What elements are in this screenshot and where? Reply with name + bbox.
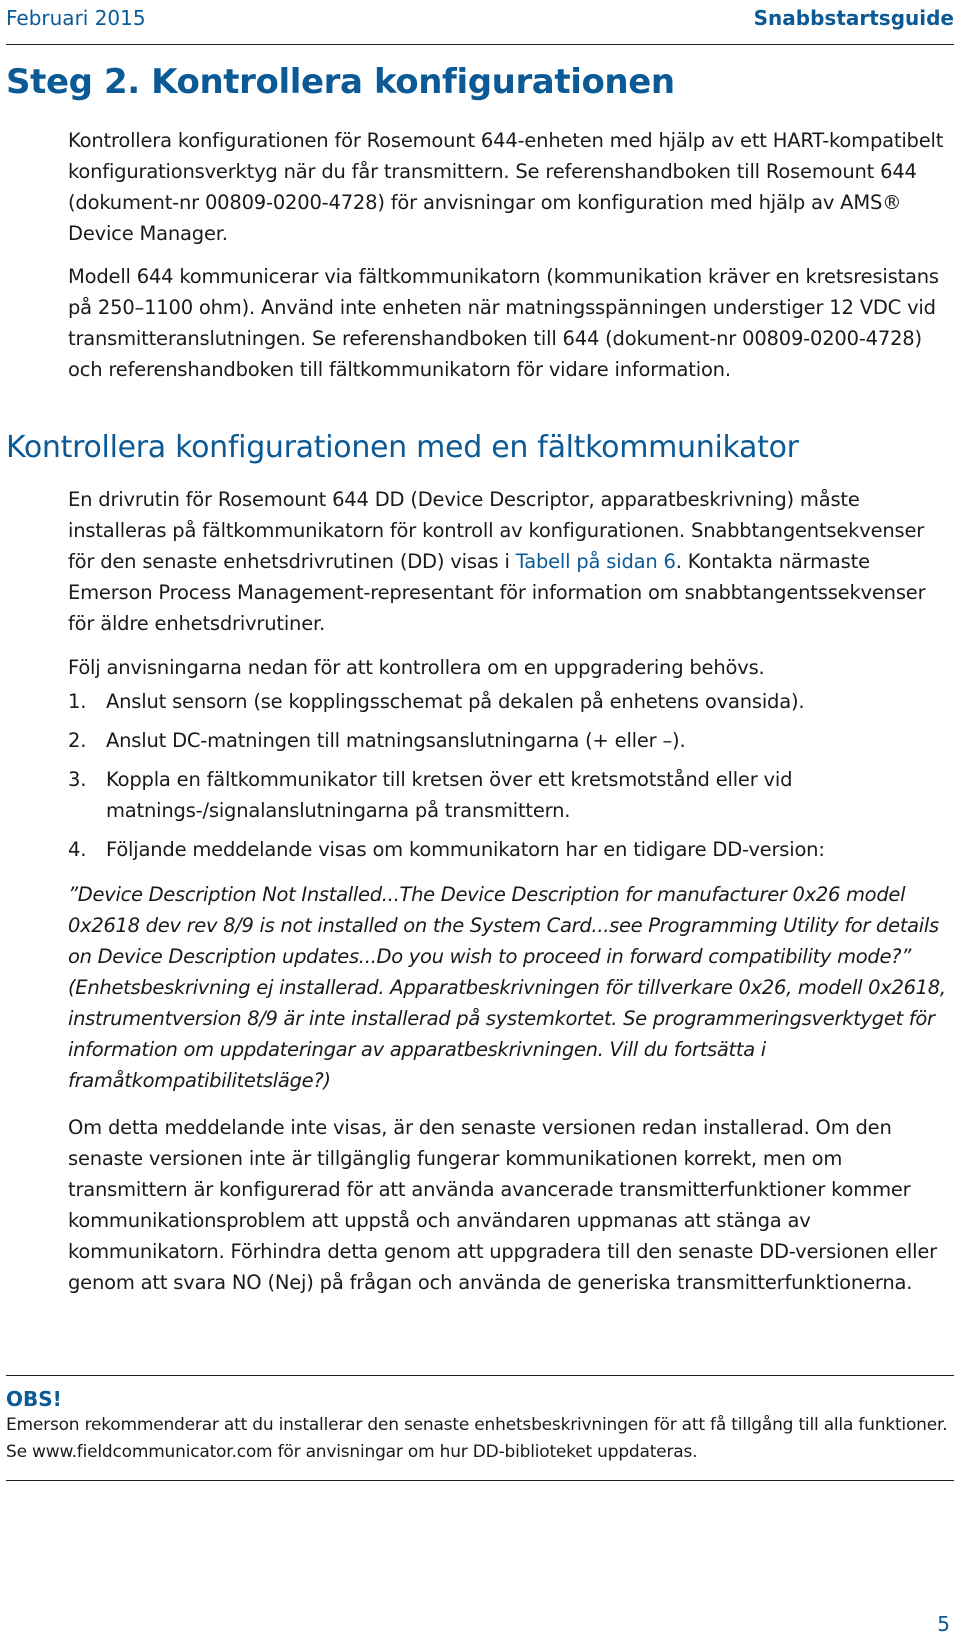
step-item	[68, 764, 948, 826]
step-number: 1.	[68, 690, 87, 713]
step-number: 4.	[68, 838, 87, 861]
page-number: 5	[937, 1612, 950, 1636]
note-title: OBS!	[6, 1387, 62, 1411]
step-text: Anslut sensorn (se kopplingsschemat på dekalen på enhetens ovansida).	[106, 690, 805, 713]
section-title: Kontrollera konfigurationen med en fältkommunikator	[6, 430, 799, 465]
step-item	[68, 686, 948, 717]
header-guide-title: Snabbstartsguide	[753, 6, 954, 30]
step-text: Anslut DC-matningen till matningsanslutningarna (+ eller –).	[106, 729, 686, 752]
step-item	[68, 725, 948, 756]
step-number: 2.	[68, 729, 87, 752]
intro-paragraph-2: Modell 644 kommunicerar via fältkommunikatorn (kommunikation kräver en kretsresistans på 250–1100 ohm). Använd inte enheten när matningsspänningen understiger 12 VDC vid transmitteranslutningen. Se referenshandboken till 644 (dokument-nr 00809-0200-4728) och referenshandboken till fältkommunikatorn för vidare information.	[68, 265, 939, 381]
section-paragraph-1-before: En drivrutin för Rosemount 644 DD (Device Descriptor, apparatbeskrivning) måste installeras på fältkommunikatorn för kontroll av konfigurationen. Snabbtangentsekvenser för den senaste enhetsdrivrutinen (DD) visas i	[68, 488, 925, 573]
step-text: Följande meddelande visas om kommunikatorn har en tidigare DD-version:	[106, 838, 825, 861]
section-paragraph-1	[68, 484, 948, 639]
note-text: Emerson rekommenderar att du installerar den senaste enhetsbeskrivningen för att få tillgång till alla funktioner. Se www.fieldcommunicator.com för anvisningar om hur DD-biblioteket uppdateras.	[6, 1415, 948, 1462]
step-item	[68, 834, 948, 865]
section-paragraph-3: Om detta meddelande inte visas, är den senaste versionen redan installerad. Om den senaste versionen inte är tillgänglig fungerar kommunikationen korrekt, men om transmittern är konfigurerad för att använda avancerade transmitterfunktioner kommer kommunikationsproblem att uppstå och användaren uppmanas att stänga av kommunikatorn. Förhindra detta genom att uppgradera till den senaste DD-versionen eller genom att svara NO (Nej) på frågan och använda de generiska transmitterfunktionerna.	[68, 1116, 937, 1294]
header-date: Februari 2015	[6, 6, 146, 30]
page-header	[6, 4, 954, 45]
step-title: Steg 2. Kontrollera konfigurationen	[6, 62, 675, 102]
section-paragraph-1-after: . Kontakta närmaste Emerson Process Management-representant för information om snabbtangentssekvenser för äldre enhetsdrivrutiner.	[68, 550, 926, 635]
steps-list	[68, 686, 948, 873]
device-message-quote: ”Device Description Not Installed...The Device Description for manufacturer 0x26 model 0x2618 dev rev 8/9 is not installed on the System Card...see Programming Utility for details on Device Description updates...Do you wish to proceed in forward compatibility mode?” (Enhetsbeskrivning ej installerad. Apparatbeskrivningen för tillverkare 0x26, modell 0x2618, instrumentversion 8/9 är inte installerad på systemkortet. Se programmeringsverktyget för information om uppdateringar av apparatbeskrivningen. Vill du fortsätta i framåtkompatibilitetsläge?)	[68, 883, 946, 1092]
section-paragraph-2: Följ anvisningarna nedan för att kontrollera om en uppgradering behövs.	[68, 656, 765, 679]
step-text: Koppla en fältkommunikator till kretsen över ett kretsmotstånd eller vid matnings-/signalanslutningarna på transmittern.	[106, 768, 793, 822]
step-number: 3.	[68, 768, 87, 791]
intro-paragraph-1: Kontrollera konfigurationen för Rosemount 644-enheten med hjälp av ett HART-kompatibelt konfigurationsverktyg när du får transmittern. Se referenshandboken till Rosemount 644 (dokument-nr 00809-0200-4728) för anvisningar om konfiguration med hjälp av AMS® Device Manager.	[68, 129, 944, 245]
table-link[interactable]: Tabell på sidan 6	[515, 550, 676, 573]
note-box	[6, 1375, 954, 1481]
